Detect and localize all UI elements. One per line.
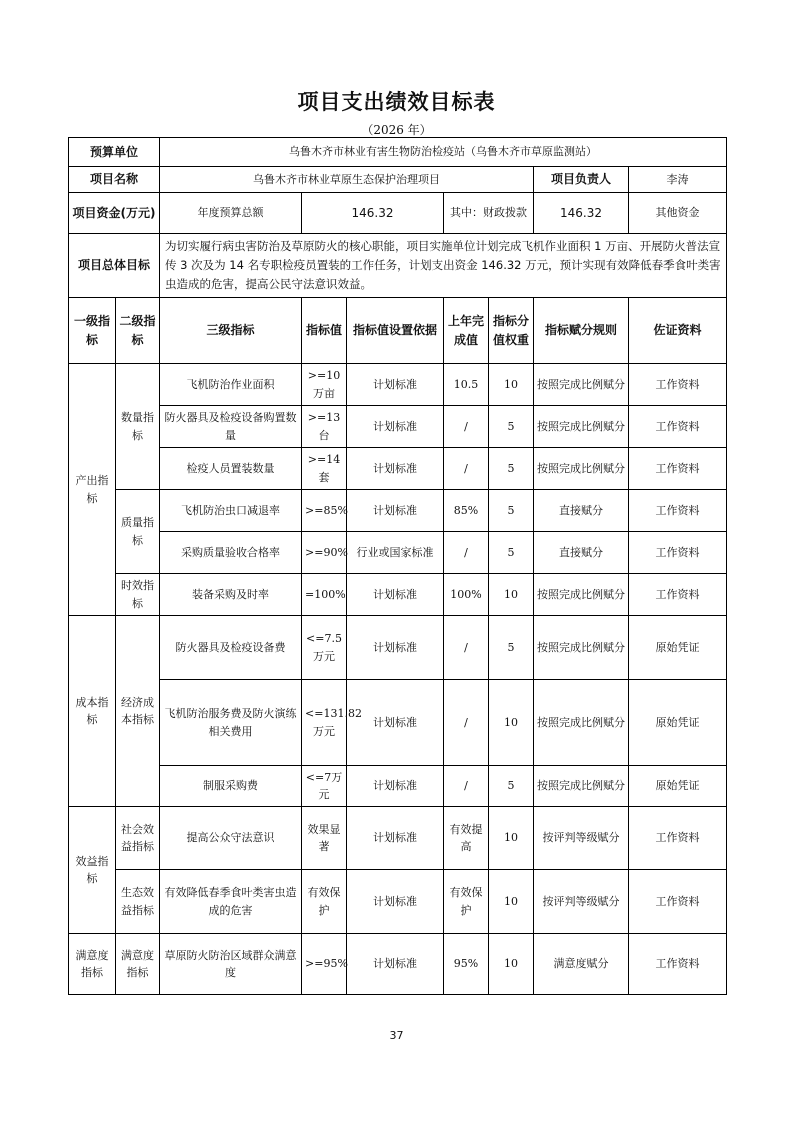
other-funds-value (629, 193, 727, 234)
row-name: 检疫人员置装数量 (160, 448, 302, 490)
other-funds-label: 其他资金 (655, 206, 700, 220)
project-name-value: 乌鲁木齐市林业草原生态保护治理项目 (160, 167, 534, 193)
header-basis: 指标值设置依据 (347, 298, 444, 364)
row-evidence: 工作资料 (629, 574, 727, 616)
row-weight: 5 (489, 616, 534, 680)
row-evidence: 工作资料 (629, 934, 727, 995)
row-prev: / (444, 766, 489, 807)
header-level3: 三级指标 (160, 298, 302, 364)
row-rule: 按照完成比例赋分 (534, 364, 629, 406)
row-name: 采购质量验收合格率 (160, 532, 302, 574)
row-basis: 计划标准 (347, 364, 444, 406)
level2-quantity: 数量指标 (116, 364, 160, 490)
row-basis: 行业或国家标准 (347, 532, 444, 574)
page-title: 项目支出绩效目标表 (297, 90, 496, 114)
row-rule: 按照完成比例赋分 (534, 680, 629, 766)
header-prev: 上年完成值 (444, 298, 489, 364)
row-name: 飞机防治作业面积 (160, 364, 302, 406)
row-value: >=90% (302, 532, 347, 574)
row-value: <=131.82万元 (302, 680, 347, 766)
level1-benefit: 效益指标 (69, 807, 116, 934)
row-basis: 计划标准 (347, 616, 444, 680)
row-weight: 5 (489, 448, 534, 490)
row-name: 草原防火防治区域群众满意度 (160, 934, 302, 995)
level2-social: 社会效益指标 (116, 807, 160, 870)
project-leader-value: 李涛 (629, 167, 727, 193)
row-basis: 计划标准 (347, 574, 444, 616)
overall-goal-label: 项目总体目标 (69, 234, 160, 298)
overall-goal-text: 为切实履行病虫害防治及草原防火的核心职能，项目实施单位计划完成飞机作业面积 1 万亩、开展防火普法宣传 3 次及为 14 名专职检疫员置装的工作任务，计划支出资金 146.32 万元，预计实现有效降低春季食叶类害虫造成的危害，提高公民守法意识效益。 (160, 234, 727, 298)
header-evidence: 佐证资料 (629, 298, 727, 364)
row-weight: 10 (489, 574, 534, 616)
row-weight: 5 (489, 532, 534, 574)
row-rule: 按照完成比例赋分 (534, 616, 629, 680)
level2-satisfaction: 满意度指标 (116, 934, 160, 995)
row-name: 飞机防治服务费及防火演练相关费用 (160, 680, 302, 766)
row-evidence: 原始凭证 (629, 616, 727, 680)
level2-timeliness: 时效指标 (116, 574, 160, 616)
header-value: 指标值 (302, 298, 347, 364)
row-weight: 10 (489, 934, 534, 995)
row-prev: / (444, 532, 489, 574)
row-name: 制服采购费 (160, 766, 302, 807)
row-prev: 有效保护 (444, 870, 489, 934)
row-evidence: 工作资料 (629, 532, 727, 574)
row-rule: 直接赋分 (534, 490, 629, 532)
project-leader-label: 项目负责人 (534, 167, 629, 193)
row-name: 提高公众守法意识 (160, 807, 302, 870)
level2-economic: 经济成本指标 (116, 616, 160, 807)
row-value: =100% (302, 574, 347, 616)
level1-cost: 成本指标 (69, 616, 116, 807)
row-basis: 计划标准 (347, 934, 444, 995)
row-basis: 计划标准 (347, 490, 444, 532)
row-basis: 计划标准 (347, 680, 444, 766)
header-level1: 一级指标 (69, 298, 116, 364)
row-rule: 按照完成比例赋分 (534, 766, 629, 807)
total-budget-value: 146.32 (302, 193, 444, 234)
level1-output: 产出指标 (69, 364, 116, 616)
row-name: 有效降低春季食叶类害虫造成的危害 (160, 870, 302, 934)
row-basis: 计划标准 (347, 807, 444, 870)
row-weight: 10 (489, 364, 534, 406)
row-prev: 95% (444, 934, 489, 995)
year-label: （2026 年） (361, 123, 432, 137)
row-value: >=85% (302, 490, 347, 532)
row-rule: 按照完成比例赋分 (534, 574, 629, 616)
row-prev: / (444, 406, 489, 448)
row-evidence: 工作资料 (629, 448, 727, 490)
level2-quality: 质量指标 (116, 490, 160, 574)
row-weight: 5 (489, 766, 534, 807)
row-value: <=7万元 (302, 766, 347, 807)
fiscal-label: 其中：财政拨款 (444, 193, 534, 234)
row-weight: 5 (489, 406, 534, 448)
row-rule: 按照完成比例赋分 (534, 448, 629, 490)
row-prev: 85% (444, 490, 489, 532)
row-evidence: 原始凭证 (629, 680, 727, 766)
row-name: 防火器具及检疫设备购置数量 (160, 406, 302, 448)
row-prev: 有效提高 (444, 807, 489, 870)
level1-satisfaction: 满意度指标 (69, 934, 116, 995)
row-evidence: 工作资料 (629, 870, 727, 934)
row-name: 防火器具及检疫设备费 (160, 616, 302, 680)
row-value: >=95% (302, 934, 347, 995)
row-evidence: 工作资料 (629, 807, 727, 870)
row-value: >=10万亩 (302, 364, 347, 406)
row-value: 效果显著 (302, 807, 347, 870)
row-prev: / (444, 680, 489, 766)
funds-label: 项目资金(万元) (69, 193, 160, 234)
row-rule: 按评判等级赋分 (534, 870, 629, 934)
header-rule: 指标赋分规则 (534, 298, 629, 364)
row-prev: 10.5 (444, 364, 489, 406)
row-weight: 10 (489, 870, 534, 934)
row-value: >=13台 (302, 406, 347, 448)
row-basis: 计划标准 (347, 870, 444, 934)
row-prev: 100% (444, 574, 489, 616)
row-weight: 5 (489, 490, 534, 532)
level2-eco: 生态效益指标 (116, 870, 160, 934)
row-basis: 计划标准 (347, 406, 444, 448)
row-evidence: 工作资料 (629, 406, 727, 448)
row-value: 有效保护 (302, 870, 347, 934)
page-number: 37 (389, 1029, 404, 1042)
row-basis: 计划标准 (347, 766, 444, 807)
header-weight: 指标分值权重 (489, 298, 534, 364)
row-name: 装备采购及时率 (160, 574, 302, 616)
budget-unit-value: 乌鲁木齐市林业有害生物防治检疫站（乌鲁木齐市草原监测站） (160, 138, 727, 167)
total-budget-label: 年度预算总额 (160, 193, 302, 234)
row-prev: / (444, 448, 489, 490)
row-rule: 按评判等级赋分 (534, 807, 629, 870)
budget-unit-label: 预算单位 (69, 138, 160, 167)
row-weight: 10 (489, 680, 534, 766)
header-level2: 二级指标 (116, 298, 160, 364)
fiscal-value: 146.32 (534, 193, 629, 234)
row-evidence: 工作资料 (629, 490, 727, 532)
row-weight: 10 (489, 807, 534, 870)
performance-table (68, 137, 727, 995)
row-rule: 满意度赋分 (534, 934, 629, 995)
project-name-label: 项目名称 (69, 167, 160, 193)
row-name: 飞机防治虫口减退率 (160, 490, 302, 532)
row-rule: 直接赋分 (534, 532, 629, 574)
row-value: >=14套 (302, 448, 347, 490)
row-value: <=7.5万元 (302, 616, 347, 680)
row-basis: 计划标准 (347, 448, 444, 490)
row-evidence: 原始凭证 (629, 766, 727, 807)
row-evidence: 工作资料 (629, 364, 727, 406)
row-prev: / (444, 616, 489, 680)
row-rule: 按照完成比例赋分 (534, 406, 629, 448)
